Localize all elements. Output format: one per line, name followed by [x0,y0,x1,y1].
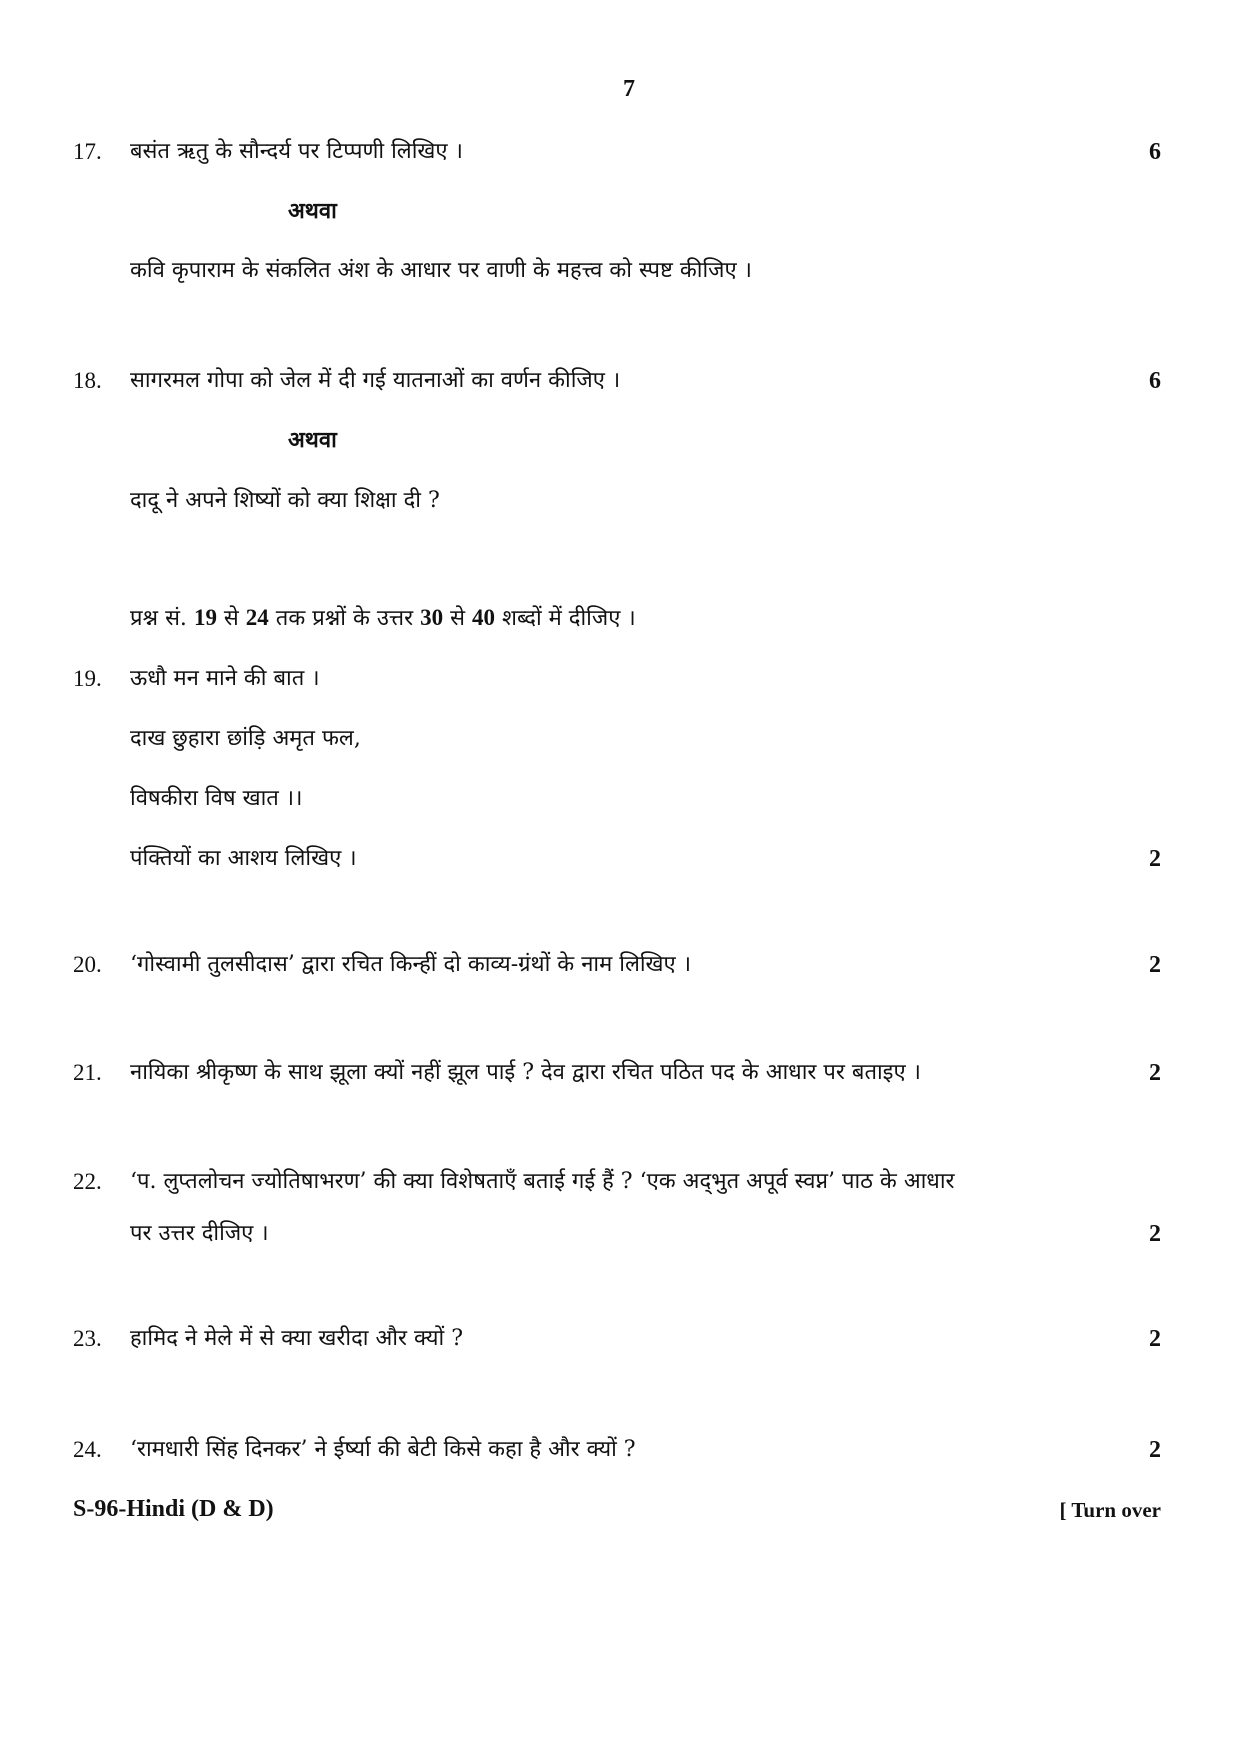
instruction-num-3: 30 [420,605,444,630]
question-23-marks: 2 [1149,1326,1161,1352]
question-19-line-2: दाख छुहारा छांड़ि अमृत फल, [130,726,361,751]
question-23-text: हामिद ने मेले में से क्या खरीदा और क्यों ? [130,1326,463,1351]
question-number-22: 22. [73,1169,102,1194]
question-number-24: 24. [73,1437,102,1462]
question-22-line-2: पर उत्तर दीजिए । [130,1221,269,1246]
question-21-text: नायिका श्रीकृष्ण के साथ झूला क्यों नहीं झूल पाई ? देव द्वारा रचित पठित पद के आधार पर बताइए । [130,1060,921,1085]
footer-turn-over: [ Turn over [1059,1498,1161,1522]
question-number-19: 19. [73,666,102,691]
question-20-text: ‘गोस्वामी तुलसीदास’ द्वारा रचित किन्हीं दो काव्य-ग्रंथों के नाम लिखिए । [130,952,692,977]
instruction-part-3: तक प्रश्नों के उत्तर [268,606,421,631]
instruction-part-5: शब्दों में दीजिए । [494,606,636,631]
question-17-marks: 6 [1149,139,1161,165]
question-21-marks: 2 [1149,1060,1161,1086]
question-22-marks: 2 [1149,1221,1161,1247]
question-19-prompt: पंक्तियों का आशय लिखिए । [130,846,357,871]
instruction-num-1: 19 [193,605,217,630]
question-number-21: 21. [73,1060,102,1085]
question-24-text: ‘रामधारी सिंह दिनकर’ ने ईर्ष्या की बेटी किसे कहा है और क्यों ? [130,1437,636,1462]
question-number-18: 18. [73,368,102,393]
instruction-part-2: से [216,606,246,631]
instruction-num-2: 24 [245,605,269,630]
question-19-line-3: विषकीरा विष खात ।। [130,786,303,811]
instruction-part-4: से [443,606,472,631]
page-number: 7 [623,76,635,102]
section-instruction [130,603,636,634]
question-18-or-label: अथवा [288,427,337,453]
question-22-line-1: ‘प. लुप्तलोचन ज्योतिषाभरण’ की क्या विशेषताएँ बताई गई हैं ? ‘एक अद्‌भुत अपूर्व स्वप्न’ पाठ के आधार [130,1169,955,1194]
question-number-23: 23. [73,1326,102,1351]
question-18-text: सागरमल गोपा को जेल में दी गई यातनाओं का वर्णन कीजिए । [130,368,621,393]
question-number-20: 20. [73,952,102,977]
question-18-marks: 6 [1149,368,1161,394]
question-17-alt-text: कवि कृपाराम के संकलित अंश के आधार पर वाणी के महत्त्व को स्पष्ट कीजिए । [130,258,752,283]
question-24-marks: 2 [1149,1437,1161,1463]
footer-paper-code: S-96-Hindi (D & D) [73,1496,274,1522]
question-19-line-1: ऊधौ मन माने की बात । [130,666,320,691]
question-17-or-label: अथवा [288,198,337,224]
instruction-part-1: प्रश्न सं. [130,606,194,631]
question-18-alt-text: दादू ने अपने शिष्यों को क्या शिक्षा दी ? [130,488,440,513]
question-20-marks: 2 [1149,952,1161,978]
instruction-num-4: 40 [471,605,495,630]
question-19-marks: 2 [1149,846,1161,872]
question-17-text: बसंत ऋतु के सौन्दर्य पर टिप्पणी लिखिए । [130,139,463,164]
question-number-17: 17. [73,139,102,164]
